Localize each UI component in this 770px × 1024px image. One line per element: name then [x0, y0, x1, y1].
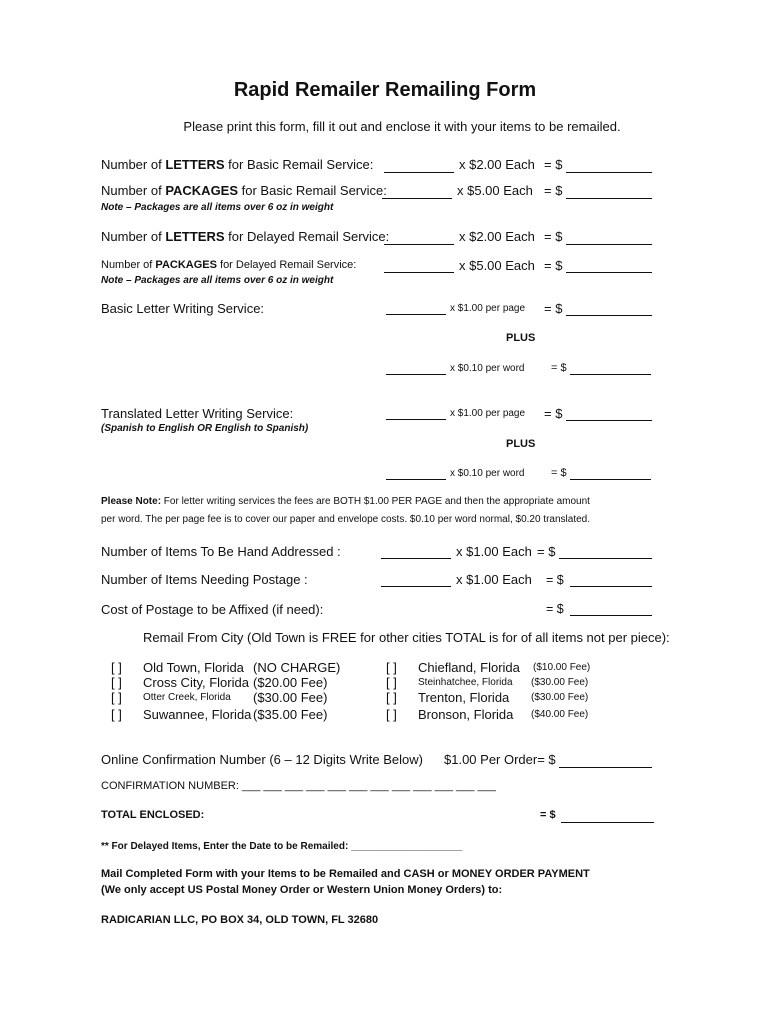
packages-delayed-label: Number of PACKAGES for Delayed Remail Service: — [101, 259, 357, 271]
packages-basic-note: Note – Packages are all items over 6 oz in weight — [101, 202, 334, 213]
needing-postage-rate: x $1.00 Each — [456, 572, 532, 587]
letters-delayed-total-field[interactable] — [566, 244, 652, 245]
confirmation-fee: $1.00 Per Order= $ — [444, 752, 556, 767]
basic-writing-pages-field[interactable] — [386, 314, 446, 315]
confirmation-label: Online Confirmation Number (6 – 12 Digits Write Below) — [101, 752, 423, 767]
basic-writing-word-rate: x $0.10 per word — [450, 363, 525, 374]
translated-writing-label: Translated Letter Writing Service: — [101, 406, 294, 421]
translated-writing-page-total-field[interactable] — [566, 420, 652, 421]
city-chiefland-fee: ($10.00 Fee) — [533, 662, 591, 673]
translated-writing-word-eq: = $ — [551, 467, 567, 479]
postage-cost-total-field[interactable] — [570, 615, 652, 616]
postage-cost-label: Cost of Postage to be Affixed (if need): — [101, 602, 324, 617]
city-cross-city-fee: ($20.00 Fee) — [253, 675, 328, 690]
confirmation-number-field[interactable]: CONFIRMATION NUMBER: ___ ___ ___ ___ ___ ___ ___ ___ ___ ___ ___ ___ — [101, 780, 496, 792]
packages-delayed-note: Note – Packages are all items over 6 oz in weight — [101, 275, 334, 286]
packages-delayed-rate: x $5.00 Each — [459, 258, 535, 273]
city-steinhatchee: Steinhatchee, Florida — [418, 677, 513, 688]
city-checkbox-suwannee[interactable]: [ ] — [111, 707, 122, 722]
city-old-town-fee: (NO CHARGE) — [253, 660, 341, 675]
page-title: Rapid Remailer Remailing Form — [233, 79, 537, 101]
city-trenton-fee: ($30.00 Fee) — [531, 692, 589, 703]
basic-writing-words-field[interactable] — [386, 374, 446, 375]
letters-delayed-eq: = $ — [544, 229, 563, 244]
needing-postage-label: Number of Items Needing Postage : — [101, 572, 308, 587]
intro-text: Please print this form, fill it out and enclose it with your items to be remailed. — [183, 119, 621, 134]
packages-basic-total-field[interactable] — [566, 198, 652, 199]
city-suwannee-fee: ($35.00 Fee) — [253, 707, 328, 722]
letters-basic-total-field[interactable] — [566, 172, 652, 173]
city-checkbox-chiefland[interactable]: [ ] — [386, 660, 397, 675]
hand-addressed-qty-field[interactable] — [381, 558, 451, 559]
translated-writing-word-total-field[interactable] — [570, 479, 651, 480]
city-checkbox-bronson[interactable]: [ ] — [386, 707, 397, 722]
translated-writing-eq: = $ — [544, 406, 563, 421]
basic-writing-plus: PLUS — [506, 332, 536, 344]
city-steinhatchee-fee: ($30.00 Fee) — [531, 677, 589, 688]
city-checkbox-trenton[interactable]: [ ] — [386, 690, 397, 705]
packages-basic-qty-field[interactable] — [382, 198, 452, 199]
letters-delayed-label: Number of LETTERS for Delayed Remail Service: — [101, 229, 390, 244]
total-enclosed-eq: = $ — [540, 809, 556, 821]
packages-delayed-eq: = $ — [544, 258, 563, 273]
mail-instructions-line1: Mail Completed Form with your Items to be Remailed and CASH or MONEY ORDER PAYMENT — [101, 868, 590, 880]
city-cross-city: Cross City, Florida — [143, 675, 249, 690]
letters-basic-label: Number of LETTERS for Basic Remail Service: — [101, 157, 374, 172]
city-checkbox-cross-city[interactable]: [ ] — [111, 675, 122, 690]
basic-writing-word-eq: = $ — [551, 362, 567, 374]
city-checkbox-old-town[interactable]: [ ] — [111, 660, 122, 675]
city-old-town: Old Town, Florida — [143, 660, 244, 675]
translated-writing-words-field[interactable] — [386, 479, 446, 480]
remail-city-heading: Remail From City (Old Town is FREE for other cities TOTAL is for of all items not per piece): — [143, 630, 670, 645]
basic-writing-eq: = $ — [544, 301, 563, 316]
needing-postage-qty-field[interactable] — [381, 586, 451, 587]
letters-basic-qty-field[interactable] — [384, 172, 454, 173]
packages-basic-rate: x $5.00 Each — [457, 183, 533, 198]
city-checkbox-steinhatchee[interactable]: [ ] — [386, 675, 397, 690]
basic-writing-label: Basic Letter Writing Service: — [101, 301, 265, 316]
city-otter-creek-fee: ($30.00 Fee) — [253, 690, 328, 705]
city-chiefland: Chiefland, Florida — [418, 660, 520, 675]
hand-addressed-eq: = $ — [537, 544, 556, 559]
postage-cost-eq: = $ — [546, 602, 564, 616]
letters-delayed-rate: x $2.00 Each — [459, 229, 535, 244]
letters-basic-rate: x $2.00 Each — [459, 157, 535, 172]
please-note-line1: Please Note: For letter writing services the fees are BOTH $1.00 PER PAGE and then the appropriate amount — [101, 496, 590, 507]
hand-addressed-label: Number of Items To Be Hand Addressed : — [101, 544, 341, 559]
packages-basic-label: Number of PACKAGES for Basic Remail Service: — [101, 183, 387, 198]
basic-writing-page-rate: x $1.00 per page — [450, 303, 526, 314]
city-suwannee: Suwannee, Florida — [143, 707, 252, 722]
basic-writing-page-total-field[interactable] — [566, 315, 652, 316]
letters-delayed-qty-field[interactable] — [384, 244, 454, 245]
translated-writing-plus: PLUS — [506, 438, 536, 450]
hand-addressed-total-field[interactable] — [559, 558, 652, 559]
translated-writing-sub: (Spanish to English OR English to Spanish) — [101, 423, 309, 434]
translated-writing-page-rate: x $1.00 per page — [450, 408, 526, 419]
total-enclosed-field[interactable] — [561, 822, 654, 823]
please-note-line2: per word. The per page fee is to cover our paper and envelope costs. $0.10 per word normal, $0.20 translated. — [101, 514, 590, 525]
city-bronson: Bronson, Florida — [418, 707, 514, 722]
packages-delayed-qty-field[interactable] — [384, 272, 454, 273]
basic-writing-word-total-field[interactable] — [570, 374, 651, 375]
mailing-address: RADICARIAN LLC, PO BOX 34, OLD TOWN, FL 32680 — [101, 914, 379, 926]
letters-basic-eq: = $ — [544, 157, 563, 172]
confirmation-total-field[interactable] — [559, 767, 652, 768]
city-trenton: Trenton, Florida — [418, 690, 510, 705]
needing-postage-total-field[interactable] — [570, 586, 652, 587]
packages-basic-eq: = $ — [544, 183, 563, 198]
city-otter-creek: Otter Creek, Florida — [143, 692, 231, 703]
packages-delayed-total-field[interactable] — [566, 272, 652, 273]
hand-addressed-rate: x $1.00 Each — [456, 544, 532, 559]
city-bronson-fee: ($40.00 Fee) — [531, 709, 589, 720]
delayed-date-field[interactable]: ** For Delayed Items, Enter the Date to be Remailed: ____________________ — [101, 841, 463, 852]
city-checkbox-otter-creek[interactable]: [ ] — [111, 690, 122, 705]
translated-writing-word-rate: x $0.10 per word — [450, 468, 525, 479]
needing-postage-eq: = $ — [546, 573, 564, 587]
translated-writing-pages-field[interactable] — [386, 419, 446, 420]
mail-instructions-line2: (We only accept US Postal Money Order or Western Union Money Orders) to: — [101, 884, 503, 896]
total-enclosed-label: TOTAL ENCLOSED: — [101, 809, 205, 821]
